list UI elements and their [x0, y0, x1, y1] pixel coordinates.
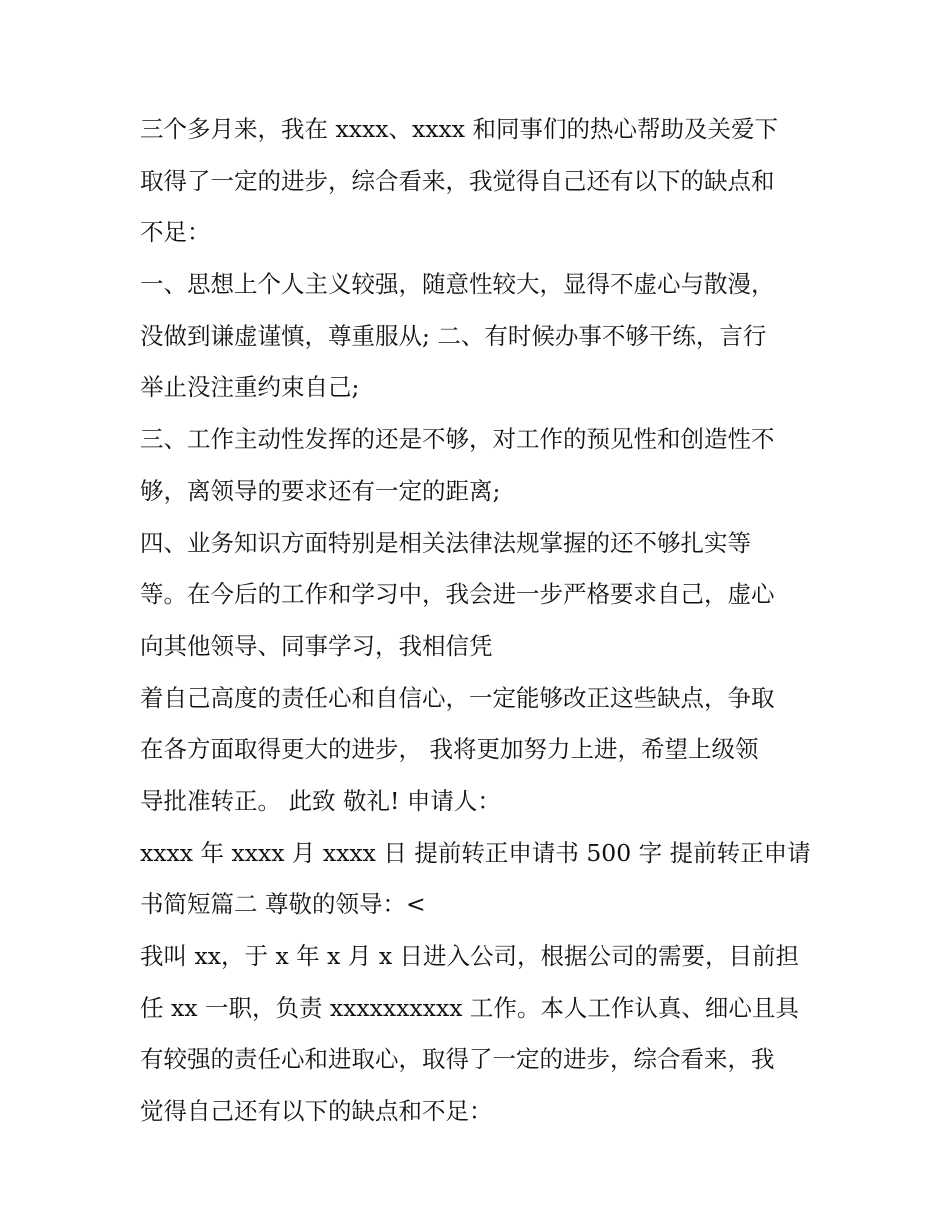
- text-line: 有较强的责任心和进取心，取得了一定的进步，综合看来，我: [140, 1045, 775, 1074]
- text-line: 三、工作主动性发挥的还是不够，对工作的预见性和创造性不: [140, 425, 775, 454]
- text-line: 够，离领导的要求还有一定的距离;: [140, 476, 501, 505]
- text-line: 书简短篇二 尊敬的领导：<: [140, 890, 426, 919]
- text-line: 任 xx 一职，负责 xxxxxxxxxx 工作。本人工作认真、细心且具: [140, 993, 799, 1022]
- document-body: [140, 104, 830, 1138]
- text-line: 举止没注重约束自己;: [140, 373, 360, 402]
- text-line: 取得了一定的进步，综合看来，我觉得自己还有以下的缺点和: [140, 166, 775, 195]
- text-line: 不足：: [140, 218, 211, 247]
- text-line: 没做到谦虚谨慎，尊重服从; 二、有时候办事不够干练，言行: [140, 321, 767, 350]
- text-line: 导批准转正。 此致 敬礼! 申请人：: [140, 786, 501, 815]
- text-line: 一、思想上个人主义较强，随意性较大，显得不虚心与散漫，: [140, 270, 775, 299]
- text-line: 着自己高度的责任心和自信心，一定能够改正这些缺点，争取: [140, 683, 775, 712]
- text-line: 我叫 xx，于 x 年 x 月 x 日进入公司，根据公司的需要，目前担: [140, 942, 800, 970]
- text-line: 四、业务知识方面特别是相关法律法规掌握的还不够扎实等: [140, 528, 751, 557]
- text-line: 觉得自己还有以下的缺点和不足：: [140, 1097, 493, 1126]
- text-line: 等。在今后的工作和学习中，我会进一步严格要求自己，虚心: [140, 580, 775, 609]
- text-line: 向其他领导、同事学习，我相信凭: [140, 631, 493, 660]
- text-line: 在各方面取得更大的进步， 我将更加努力上进，希望上级领: [140, 735, 759, 764]
- text-line: xxxx 年 xxxx 月 xxxx 日 提前转正申请书 500 字 提前转正申请: [140, 838, 811, 867]
- text-line: 三个多月来，我在 xxxx、xxxx 和同事们的热心帮助及关爱下: [140, 115, 778, 143]
